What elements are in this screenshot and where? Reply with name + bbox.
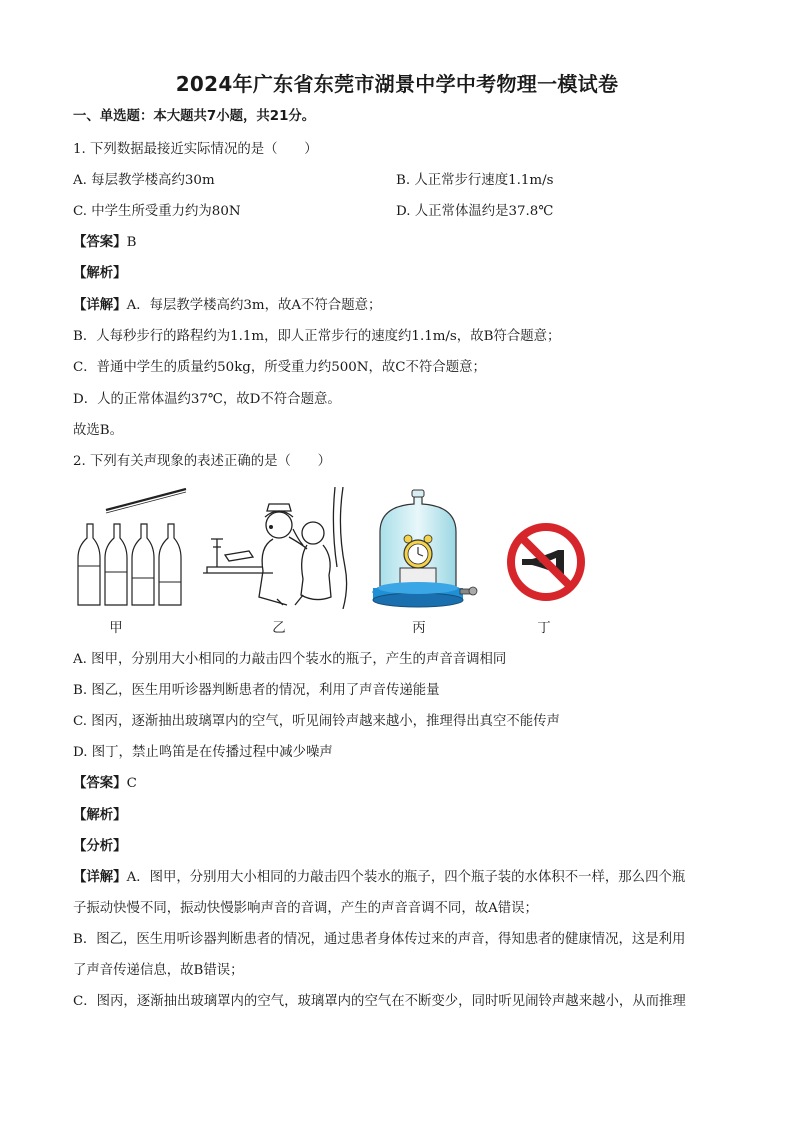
figure-label-ding: 丁 (537, 621, 551, 636)
question-2-detail-c: C．图丙，逐渐抽出玻璃罩内的空气，玻璃罩内的空气在不断变少，同时听见闹铃声越来越小，从而推理 (73, 994, 686, 1009)
answer-value: C (126, 776, 137, 791)
question-2-option-c: C. 图丙，逐渐抽出玻璃罩内的空气，听见闹铃声越来越小，推理得出真空不能传声 (73, 714, 560, 729)
answer-value: B (126, 235, 137, 250)
question-1-detail-c: C．普通中学生的质量约50kg，所受重力约500N，故C不符合题意； (73, 360, 486, 375)
detail-text: A．每层教学楼高约3m，故A不符合题意； (126, 298, 382, 313)
question-1-answer (73, 233, 136, 253)
bell-jar-figure (372, 488, 478, 608)
question-2-stem: 2. 下列有关声现象的表述正确的是（ ） (73, 454, 332, 469)
answer-tag: 【答案】 (73, 235, 127, 250)
question-1-detail-b: B．人每秒步行的路程约为1.1m，即人正常步行的速度约1.1m/s，故B符合题意； (73, 329, 561, 344)
figure-label-jia: 甲 (109, 621, 123, 636)
question-1-stem: 1. 下列数据最接近实际情况的是（ ） (73, 142, 318, 157)
question-2-analyze-tag: 【分析】 (73, 839, 127, 854)
doctor-stethoscope-figure (203, 487, 353, 609)
no-honking-sign-icon (506, 522, 586, 602)
question-2-detail-a-cont: 子振动快慢不同，振动快慢影响声音的音调，产生的声音音调不同，故A错误； (73, 901, 538, 916)
figure-label-yi: 乙 (272, 621, 286, 636)
question-1-detail-a (73, 296, 381, 316)
question-2-answer (73, 774, 137, 794)
question-2-analysis-tag: 【解析】 (73, 808, 127, 823)
question-2-detail-b: B．图乙，医生用听诊器判断患者的情况，通过患者身体传过来的声音，得知患者的健康情况，这是利用 (73, 932, 686, 947)
question-2-detail-a (73, 868, 685, 888)
question-2-option-b: B. 图乙，医生用听诊器判断患者的情况，利用了声音传递能量 (73, 683, 440, 698)
figure-label-bing: 丙 (412, 621, 426, 636)
question-2-detail-b-cont: 了声音传递信息，故B错误； (73, 963, 244, 978)
question-2-option-a: A. 图甲，分别用大小相同的力敲击四个装水的瓶子，产生的声音音调相同 (73, 652, 507, 667)
question-1-option-b: B. 人正常步行速度1.1m/s (396, 173, 554, 188)
answer-tag: 【答案】 (73, 776, 127, 791)
question-1-option-a: A. 每层教学楼高约30m (73, 173, 215, 188)
question-1-option-d: D. 人正常体温约是37.8℃ (396, 204, 554, 219)
question-1-detail-d: D．人的正常体温约37℃，故D不符合题意。 (73, 392, 341, 407)
question-1-option-c: C. 中学生所受重力约为80N (73, 204, 241, 219)
question-2-option-d: D. 图丁，禁止鸣笛是在传播过程中减少噪声 (73, 745, 333, 760)
page-title: 2024年广东省东莞市湖景中学中考物理一模试卷 (175, 72, 619, 96)
question-1-conclusion: 故选B。 (73, 423, 124, 438)
detail-tag: 【详解】 (73, 298, 127, 313)
section-heading: 一、单选题：本大题共7小题，共21分。 (73, 109, 316, 124)
bottles-figure (76, 484, 188, 610)
question-1-analysis-tag: 【解析】 (73, 266, 127, 281)
detail-text: A．图甲，分别用大小相同的力敲击四个装水的瓶子，四个瓶子装的水体积不一样，那么四个瓶 (126, 870, 686, 885)
detail-tag: 【详解】 (73, 870, 127, 885)
